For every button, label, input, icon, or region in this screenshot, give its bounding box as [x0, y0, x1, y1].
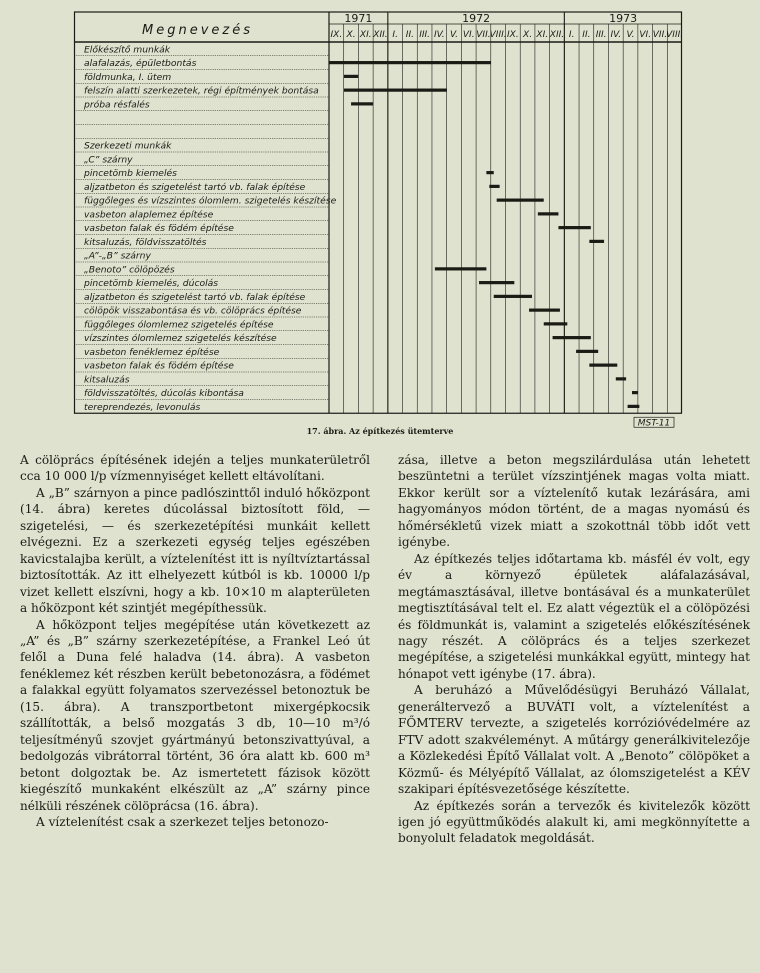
year-label: 1971: [344, 12, 373, 25]
task-label: földvisszatöltés, dúcolás kibontása: [84, 388, 244, 399]
task-label: pincetömb kiemelés: [84, 168, 177, 179]
month-label: X.: [346, 30, 356, 40]
left-column: [20, 452, 370, 830]
paragraph: A beruházó a Művelődésügyi Beruházó Vállalat, generáltervező a BUVÁTI volt, a víztelenítést a FŐMTERV tervezte, a szigetelés korrózióvédelmére az FTV adott szakvéleményt. A műtárgy generálkivitelezője a Közlekedési Építő Vállalat volt. A „Benoto” cölöpöket a Közmű- és Mélyépítő Vállalat, az ólomszigetelést a KÉV szakipari építésvezetősége készítette.: [398, 683, 750, 797]
paragraph: Az építkezés teljes időtartama kb. másfél év volt, egy év a környező épületek aláfalazásával, megtámasztásával, illetve bontásával és a munkaterület megtisztításával telt el. Ez alatt végeztük el a cölöpözési és földmunkát is, valamint a szigetelés előkészítésének nagy részét. A cölöprács és a teljes szerkezet megépítése, a szigetelési munkákkal együtt, mintegy hat hónapot vett igénybe (17. ábra).: [398, 551, 750, 681]
month-label: VII.: [476, 30, 491, 40]
month-label: IX.: [507, 30, 519, 40]
month-label: VII.: [652, 30, 668, 40]
month-label: IV.: [433, 30, 445, 40]
task-label: földmunka, I. ütem: [84, 71, 172, 83]
month-label: X.: [523, 30, 533, 40]
schedule-bar: [553, 336, 591, 339]
task-label: próba résfalés: [84, 99, 150, 111]
month-label: XII.: [373, 30, 388, 40]
schedule-bar: [538, 212, 559, 215]
paragraph: A víztelenítést csak a szerkezet teljes betonozo-: [36, 814, 329, 829]
figure-caption: 17. ábra. Az építkezés ütemterve: [306, 426, 454, 436]
schedule-bar: [329, 61, 491, 64]
gantt-chart: [74, 8, 684, 429]
paragraph: A „B” szárnyon a pince padlószinttől induló hőközpont (14. ábra) keretes dúcolással biztosított föld, — szigetelési, — és szerkezetépítési munkáit kellett elvégezni. Ez a szerkezeti egység teljes egészében kavicstalajba került, a víztelenítést itt is nyíltvíztartással biztosították. Az itt elhelyezett kútból is kb. 10000 l/p vizet kellett elszívni, hogy a kb. 10×10 m alapterületen a hőközpont két szintjét megépíthessük.: [20, 485, 370, 616]
paragraph: A hőközpont teljes megépítése után következett az „A” és „B” szárny szerkezetépítése, a Frankel Leó út felől a Duna felé haladva (14. ábra). A vasbeton fenéklemez két részben került bebetonozásra, a födémet a falakkal együtt folyamatos szervezéssel betonoztuk be (15. ábra). A transzportbetont mixergépkocsik szállították, a belső mozgatás 3 db, 10—10 m³/ó teljesítményű szovjet gyártmányú betonszivattyúval, a bedolgozás vibrátorral történt, 36 óra alatt kb. 600 m³ betont dolgoztak be. Az ismertetett fázisok között kiegészítő munkaként elkészült az „A” szárny pince nélküli részének cölöprácsa (16. ábra).: [20, 617, 370, 813]
month-label: VI.: [639, 30, 652, 40]
schedule-bar: [558, 226, 590, 229]
task-label: tereprendezés, levonulás: [84, 401, 201, 413]
month-label: XII.: [549, 30, 565, 40]
task-label: aljzatbeton és szigetelést tartó vb. falak építése: [84, 181, 306, 193]
task-label: „C” szárny: [84, 154, 133, 166]
schedule-bar: [344, 89, 447, 92]
task-label: aljzatbeton és szigetelést tartó vb. falak építése: [84, 291, 306, 303]
month-label: V.: [626, 30, 635, 40]
header-label: Megnevezés: [142, 23, 253, 38]
schedule-bar: [435, 267, 486, 270]
schedule-bar: [479, 281, 514, 284]
task-label: vasbeton falak és födém építése: [84, 223, 234, 234]
task-label: vasbeton alaplemez építése: [84, 209, 214, 221]
task-label: vízszintes ólomlemez szigetelés készítése: [84, 333, 277, 344]
stamp-text: MST-11: [637, 418, 671, 429]
task-label: vasbeton fenéklemez építése: [84, 346, 220, 358]
right-column: [398, 452, 750, 847]
month-label: II.: [582, 30, 591, 40]
paragraph: A cölöprács építésének idején a teljes munkaterületről cca 10 000 l/p vízmennyiséget kellett eltávolítani.: [20, 453, 370, 484]
schedule-bar: [497, 199, 544, 202]
schedule-bar: [616, 377, 626, 380]
task-label: függőleges ólomlemez szigetelés építése: [84, 319, 274, 331]
month-label: XI.: [359, 30, 372, 40]
task-label: Szerkezeti munkák: [84, 140, 172, 152]
schedule-bar: [486, 171, 493, 174]
task-label: vasbeton falak és födém építése: [84, 360, 234, 372]
schedule-bar: [628, 405, 640, 408]
month-label: VI.: [462, 30, 475, 40]
month-label: V.: [450, 30, 459, 40]
month-label: II.: [405, 30, 414, 40]
task-label: felszín alatti szerkezetek, régi építmények bontása: [84, 85, 319, 97]
month-label: VIII.: [666, 30, 684, 40]
month-label: III.: [595, 30, 607, 40]
schedule-figure: [74, 8, 684, 429]
task-label: függőleges és vízszintes ólomlem. szigetelés készítése: [84, 195, 337, 207]
schedule-bar: [576, 350, 598, 353]
task-label: Előkészítő munkák: [84, 44, 171, 56]
schedule-bar: [589, 364, 617, 367]
schedule-bar: [494, 295, 532, 298]
year-label: 1973: [609, 12, 638, 25]
schedule-bar: [544, 322, 568, 325]
month-label: XI.: [536, 30, 549, 40]
task-label: kitsaluzás, földvisszatöltés: [84, 236, 207, 248]
month-label: I.: [392, 30, 398, 40]
month-label: VIII.: [489, 30, 507, 40]
task-label: „Benoto” cölöpözés: [84, 264, 175, 276]
month-label: IX.: [330, 30, 343, 40]
paragraph: Az építkezés során a tervezők és kivitelezők között igen jó együttműködés alakult ki, ami megkönnyítette a bonyolult feladatok megoldását.: [398, 798, 750, 846]
task-label: pincetömb kiemelés, dúcolás: [84, 278, 219, 289]
task-label: alafalazás, épületbontás: [84, 58, 197, 69]
task-label: kitsaluzás: [84, 374, 130, 386]
month-label: I.: [568, 30, 575, 40]
month-label: III.: [419, 30, 431, 40]
task-label: cölöpök visszabontása és vb. cölöprács építése: [84, 305, 302, 317]
month-label: IV.: [610, 30, 622, 40]
schedule-bar: [632, 391, 638, 394]
year-label: 1972: [462, 12, 491, 25]
schedule-bar: [344, 75, 359, 78]
schedule-bar: [351, 102, 373, 105]
paragraph: zása, illetve a beton megszilárdulása után lehetett beszüntetni a terület vízszintjének magas volta miatt. Ekkor került sor a víztelenítő kutak lezárására, ami hagyományos módon történt, de a magas nyomású és hőmérsékletű vizek miatt a szokottnál több időt vett igénybe.: [398, 453, 750, 550]
task-label: „A”-„B” szárny: [84, 250, 151, 262]
schedule-bar: [589, 240, 604, 243]
schedule-bar: [529, 309, 560, 312]
schedule-bar: [489, 185, 499, 188]
